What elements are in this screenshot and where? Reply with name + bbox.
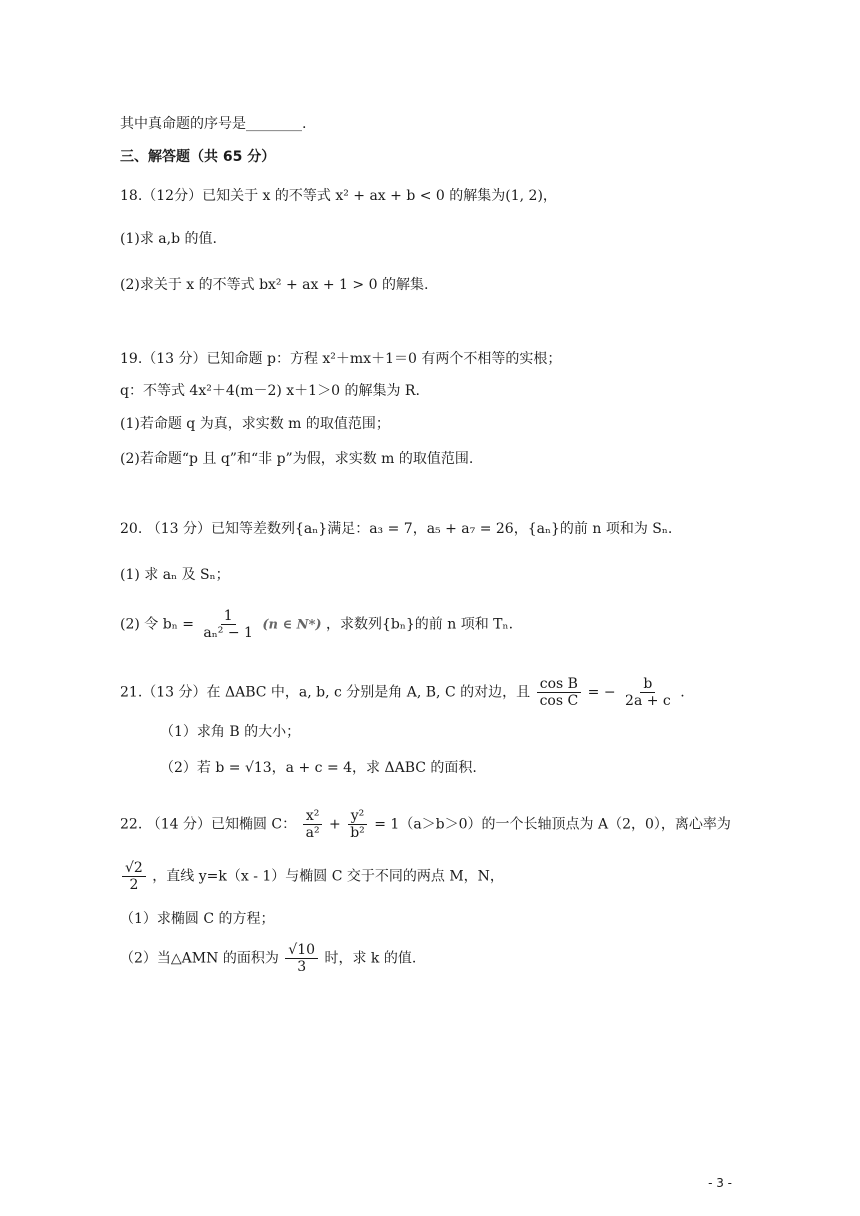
q21-stem-end: . <box>680 684 685 701</box>
q22-stem <box>120 808 731 841</box>
q22-area-num: √10 <box>285 942 318 959</box>
q21-stem-pre: 21.（13 分）在 ΔABC 中，a, b, c 分别是角 A, B, C 的对边，且 <box>120 684 531 701</box>
previous-question-tail: 其中真命题的序号是________. <box>120 116 307 132</box>
q22-line2-text: ，直线 y=k（x - 1）与椭圆 C 交于不同的两点 M，N， <box>152 868 504 885</box>
q22-part2-post: 时，求 k 的值. <box>324 950 417 967</box>
page-number: - 3 - <box>708 1176 732 1190</box>
q22-area-fraction <box>285 942 318 975</box>
q22-part2-pre: （2）当△AMN 的面积为 <box>120 950 279 967</box>
q19-part2: (2)若命题“p 且 q”和“非 p”为假，求实数 m 的取值范围. <box>120 451 474 467</box>
q22-fraction-x <box>303 808 323 841</box>
q18-part1: (1)求 a,b 的值. <box>120 231 217 247</box>
q19-stem-q: q：不等式 4x²＋4(m－2) x＋1＞0 的解集为 R. <box>120 383 420 399</box>
q22-plus: + <box>329 816 341 833</box>
q22-stem-pre: 22. （14 分）已知椭圆 C： <box>120 816 297 833</box>
q21-fraction-cos <box>537 676 582 709</box>
q20-part1: (1) 求 aₙ 及 Sₙ； <box>120 567 230 583</box>
q21-fraction-b <box>622 676 674 709</box>
q22-fraction-x-num: x² <box>303 808 323 825</box>
q20-fraction <box>200 608 256 641</box>
q21-fraction-b-den: 2a + c <box>625 693 671 710</box>
q21-equals: = − <box>587 684 616 701</box>
q21-fraction-b-num: b <box>640 676 655 693</box>
q21-fraction-cos-num: cos B <box>537 676 581 693</box>
q22-stem-post: = 1（a＞b＞0）的一个长轴顶点为 A（2，0），离心率为 <box>374 816 731 833</box>
q20-condition: (n ∈ N*) <box>262 617 322 633</box>
q18-part2: (2)求关于 x 的不等式 bx² + ax + 1 > 0 的解集. <box>120 277 429 293</box>
q19-part1: (1)若命题 q 为真，求实数 m 的取值范围； <box>120 416 390 432</box>
q22-eccentricity-num: √2 <box>122 860 146 877</box>
q20-stem: 20. （13 分）已知等差数列{aₙ}满足：a₃ = 7，a₅ + a₇ = 26，{aₙ}的前 n 项和为 Sₙ. <box>120 521 673 537</box>
q22-fraction-y-num: y² <box>348 808 368 825</box>
q20-part2-post: ，求数列{bₙ}的前 n 项和 Tₙ. <box>325 616 514 633</box>
q22-line2 <box>120 860 504 893</box>
q21-part1: （1）求角 B 的大小； <box>160 724 301 740</box>
q20-fraction-den: aₙ² − 1 <box>203 625 253 642</box>
q22-eccentricity <box>122 860 146 893</box>
q21-fraction-cos-den: cos C <box>539 693 579 710</box>
q22-fraction-x-den: a² <box>305 825 320 842</box>
q20-part2 <box>120 608 513 641</box>
q22-area-den: 3 <box>297 959 307 976</box>
q22-fraction-y <box>347 808 368 841</box>
q19-stem: 19.（13 分）已知命题 p：方程 x²＋mx＋1＝0 有两个不相等的实根； <box>120 351 562 367</box>
q20-fraction-num: 1 <box>221 608 236 625</box>
section-heading: 三、解答题（共 65 分） <box>120 149 276 165</box>
q22-part1: （1）求椭圆 C 的方程； <box>120 911 275 927</box>
q21-stem <box>120 676 685 709</box>
q18-stem: 18.（12分）已知关于 x 的不等式 x² + ax + b < 0 的解集为(1, 2)， <box>120 188 557 204</box>
q20-part2-pre: (2) 令 bₙ = <box>120 616 194 633</box>
q22-fraction-y-den: b² <box>350 825 365 842</box>
q22-eccentricity-den: 2 <box>129 877 139 894</box>
q22-part2 <box>120 942 416 975</box>
q21-part2: （2）若 b = √13，a + c = 4，求 ΔABC 的面积. <box>160 760 477 776</box>
